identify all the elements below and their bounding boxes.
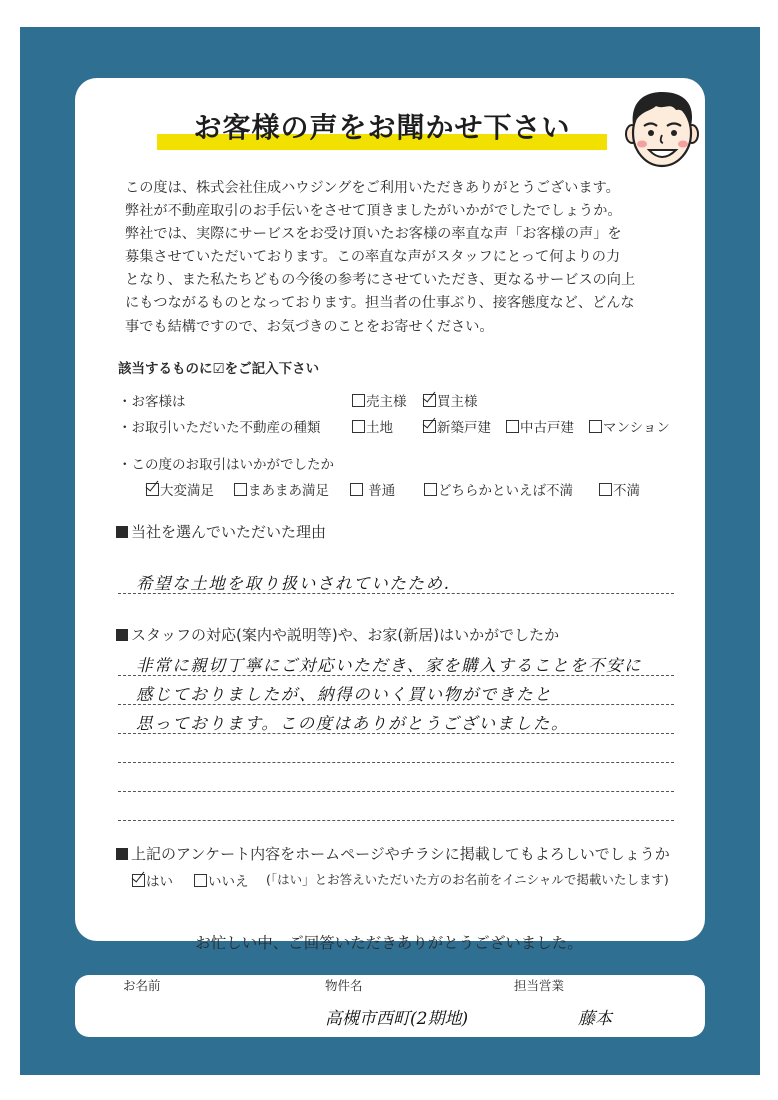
answer-line	[118, 762, 674, 763]
staff-value[interactable]: 藤本	[578, 1009, 612, 1029]
question-satisfaction	[118, 453, 678, 497]
option-somewhat-satisfied[interactable]: まあまあ満足	[234, 479, 329, 499]
option-new-house[interactable]: 新築戸建	[423, 416, 491, 436]
intro-text	[125, 177, 685, 339]
thanks-message: お忙しい中、ご回答いただきありがとうございました。	[195, 934, 583, 952]
question-label: ・お取引いただいた不動産の種類	[118, 420, 321, 436]
staff-label: 担当営業	[514, 978, 565, 993]
option-land[interactable]: 土地	[352, 416, 393, 436]
intro-line: にもつながるものとなっております。担当者の仕事ぶり、接客態度など、どんな	[125, 295, 635, 312]
property-label: 物件名	[325, 978, 363, 993]
staff-heading: スタッフの対応(案内や説明等)や、お家(新居)はいかがでしたか	[116, 624, 559, 645]
answer-line	[118, 791, 674, 792]
option-no[interactable]: いいえ	[194, 870, 249, 890]
intro-line: となり、また私たちどもの今後の参考にさせていただき、更なるサービスの向上	[125, 272, 636, 289]
intro-line: 弊社が不動産取引のお手伝いをさせて頂きましたがいかがでしたでしょうか。	[125, 203, 622, 220]
option-dissatisfied[interactable]: 不満	[599, 479, 640, 499]
option-somewhat-dissatisfied[interactable]: どちらかといえば不満	[424, 479, 573, 499]
checkbox[interactable]	[194, 874, 207, 887]
option-neutral[interactable]: 普通	[350, 479, 395, 499]
checkbox[interactable]	[146, 483, 159, 496]
staff-answer-line[interactable]: 感じておりましたが、納得のいく買い物ができたと	[136, 685, 553, 704]
option-buyer[interactable]: 買主様	[423, 390, 478, 410]
checkbox[interactable]	[352, 394, 365, 407]
checkbox[interactable]	[589, 420, 602, 433]
option-condominium[interactable]: マンション	[589, 416, 670, 436]
checkbox[interactable]	[506, 420, 519, 433]
instruction-text: 該当するものに☑をご記入下さい	[118, 361, 320, 377]
property-value[interactable]: 高槻市西町(2期地)	[325, 1009, 469, 1029]
question-property-type	[118, 416, 678, 436]
staff-answer-line[interactable]: 非常に親切丁寧にご対応いただき、家を購入することを不安に	[136, 656, 643, 675]
intro-line: この度は、株式会社住成ハウジングをご利用いただきありがとうございます。	[125, 180, 620, 196]
checkbox[interactable]	[234, 483, 247, 496]
checkbox[interactable]	[350, 483, 363, 496]
checkbox[interactable]	[599, 483, 612, 496]
reason-heading: 当社を選んでいただいた理由	[116, 521, 326, 542]
name-label: お名前	[123, 978, 161, 993]
answer-line	[118, 820, 674, 821]
consent-note: (「はい」とお答えいただいた方のお名前をイニシャルで掲載いたします)	[266, 872, 669, 887]
staff-answer-line[interactable]: 思っております。この度はありがとうございました。	[136, 714, 570, 733]
intro-line: 弊社では、実際にサービスをお受け頂いたお客様の率直な声「お客様の声」を	[125, 226, 622, 243]
title-block	[157, 104, 607, 152]
checkbox[interactable]	[423, 420, 436, 433]
checkbox[interactable]	[423, 394, 436, 407]
question-customer-type	[118, 390, 678, 410]
square-bullet-icon	[116, 526, 128, 538]
reason-answer[interactable]: 希望な土地を取り扱いされていたため.	[136, 574, 451, 593]
intro-line: 募集させていただいております。この率直な声がスタッフにとって何よりの力	[125, 249, 621, 266]
square-bullet-icon	[116, 848, 128, 860]
option-yes[interactable]: はい	[132, 870, 173, 890]
smiling-man-icon	[624, 88, 700, 170]
checkbox[interactable]	[352, 420, 365, 433]
page-title: お客様の声をお聞かせ下さい	[193, 111, 571, 144]
checkbox[interactable]	[132, 874, 145, 887]
option-used-house[interactable]: 中古戸建	[506, 416, 574, 436]
square-bullet-icon	[116, 629, 128, 641]
question-label: ・この度のお取引はいかがでしたか	[118, 457, 334, 473]
option-seller[interactable]: 売主様	[352, 390, 407, 410]
intro-line: 事でも結構ですので、お気づきのことをお寄せください。	[125, 318, 494, 335]
option-very-satisfied[interactable]: 大変満足	[146, 479, 214, 499]
checkbox[interactable]	[424, 483, 437, 496]
consent-heading: 上記のアンケート内容をホームページやチラシに掲載してもよろしいでしょうか	[116, 843, 670, 864]
question-label: ・お客様は	[118, 394, 186, 410]
